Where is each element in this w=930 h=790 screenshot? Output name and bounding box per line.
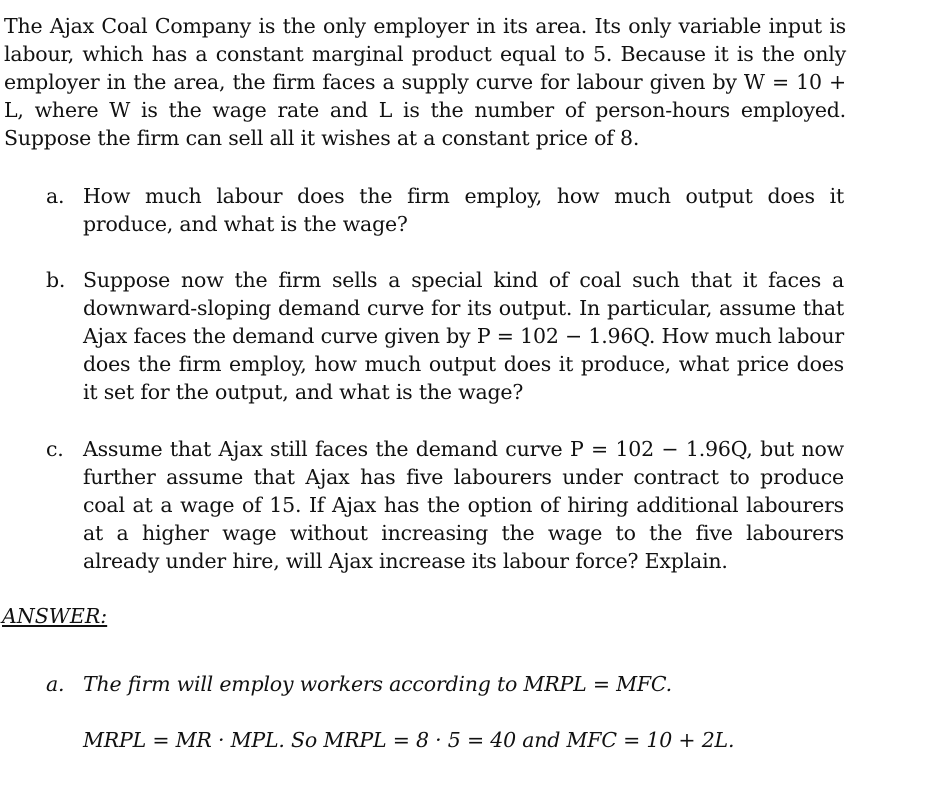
question-c	[46, 435, 844, 575]
question-marker: c.	[46, 437, 64, 461]
question-marker: b.	[46, 268, 66, 292]
problem-statement: The Ajax Coal Company is the only employer in its area. Its only variable input is labour, which has a constant marginal product equal to 5. Because it is the only employer in the area, the firm faces a supply curve for labour given by W = 10 + L, where W is the wage rate and L is the number of person-hours employed. Suppose the firm can sell all it wishes at a constant price of 8.	[4, 14, 846, 150]
question-marker: a.	[46, 184, 65, 208]
answer-marker: a.	[46, 672, 65, 696]
answer-a	[46, 672, 672, 696]
answer-heading: ANSWER:	[2, 604, 108, 628]
answer-a-text: The firm will employ workers according to MRPL = MFC.	[83, 672, 672, 696]
question-text: Suppose now the firm sells a special kind of coal such that it faces a downward-sloping demand curve for its output. In particular, assume that Ajax faces the demand curve given by P = 102 − 1.96Q. How much labour does the firm employ, how much output does it produce, what price does it set for the output, and what is the wage?	[83, 268, 844, 404]
question-text: How much labour does the firm employ, how much output does it produce, and what is the wage?	[83, 184, 844, 236]
answer-a-equation: MRPL = MR · MPL. So MRPL = 8 · 5 = 40 and MFC = 10 + 2L.	[83, 728, 735, 752]
question-text: Assume that Ajax still faces the demand curve P = 102 − 1.96Q, but now further assume that Ajax has five labourers under contract to produce coal at a wage of 15. If Ajax has the option of hiring additional labourers at a higher wage without increasing the wage to the five labourers already under hire, will Ajax increase its labour force? Explain.	[83, 437, 844, 573]
question-b	[46, 266, 844, 406]
question-a	[46, 182, 844, 238]
